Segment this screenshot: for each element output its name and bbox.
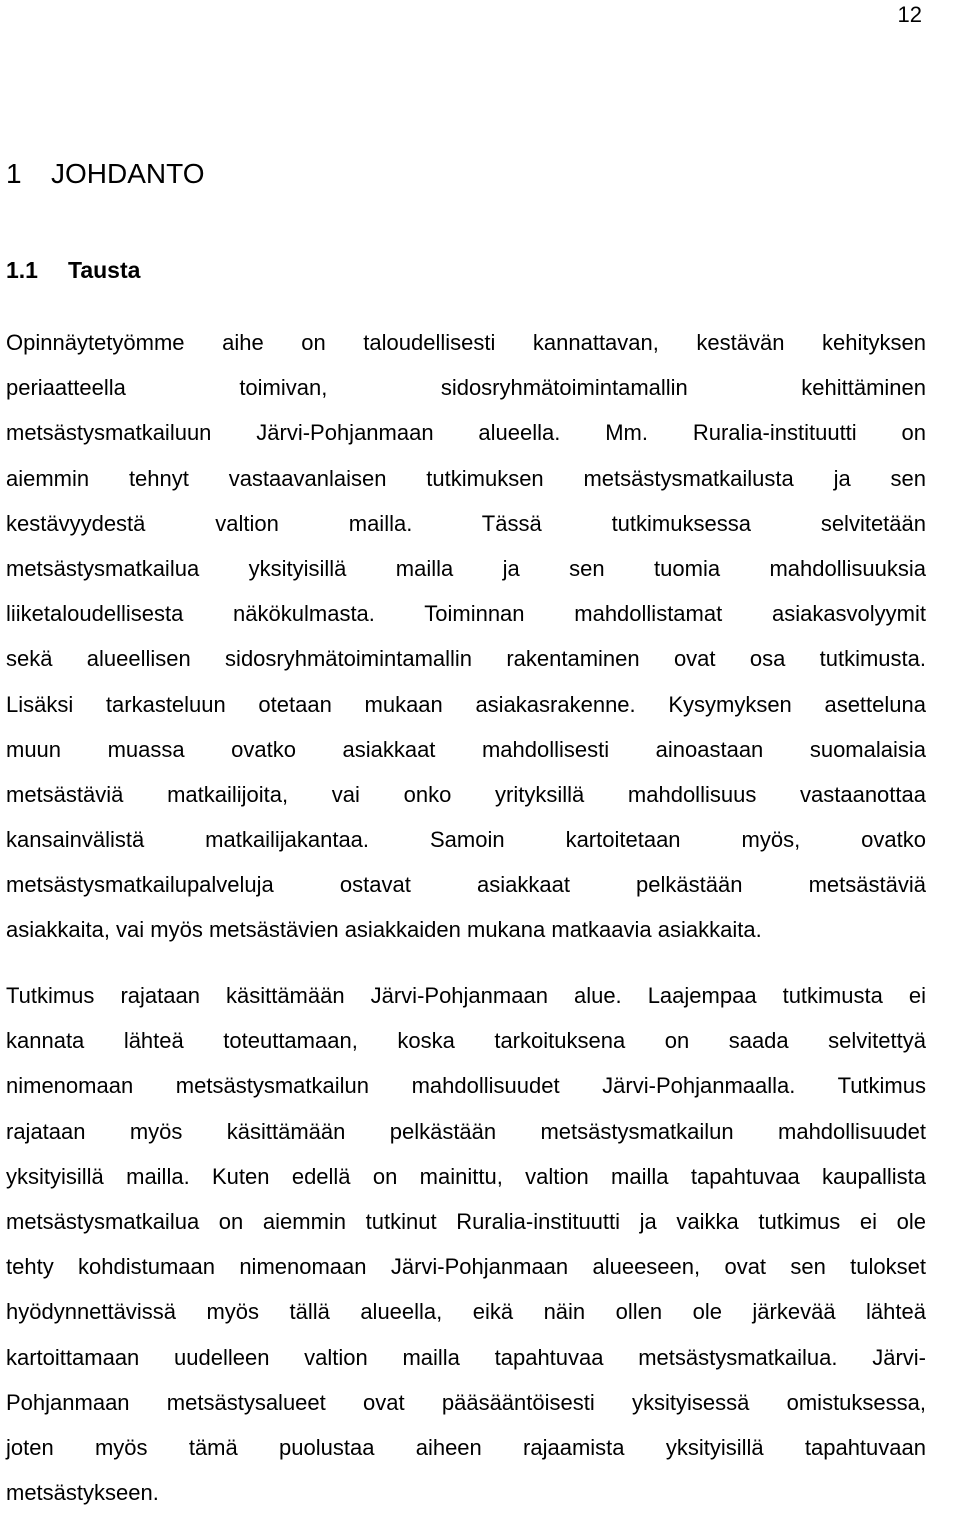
page-number: 12 (897, 2, 922, 27)
paragraph-line: metsästysmatkailua on aiemmin tutkinut Ruralia-instituutti ja vaikka tutkimus ei ole (6, 1208, 926, 1234)
section-heading (6, 254, 140, 286)
paragraph-line: rajataan myös käsittämään pelkästään metsästysmatkailun mahdollisuudet (6, 1118, 926, 1144)
paragraph-line: asiakkaita, vai myös metsästävien asiakkaiden mukana matkaavia asiakkaita. (6, 917, 762, 943)
paragraph-line: nimenomaan metsästysmatkailun mahdollisuudet Järvi-Pohjanmaalla. Tutkimus (6, 1073, 926, 1099)
paragraph-line: metsästysmatkailua yksityisillä mailla ja sen tuomia mahdollisuuksia (6, 555, 926, 581)
paragraph-line: kartoittamaan uudelleen valtion mailla tapahtuvaa metsästysmatkailua. Järvi- (6, 1344, 926, 1370)
paragraph-line: sekä alueellisen sidosryhmätoimintamallin rakentaminen ovat osa tutkimusta. (6, 646, 926, 672)
paragraph-line: metsästysmatkailupalveluja ostavat asiakkaat pelkästään metsästäviä (6, 872, 926, 898)
paragraph-line: Opinnäytetyömme aihe on taloudellisesti kannattavan, kestävän kehityksen (6, 330, 926, 355)
paragraph-2 (6, 973, 926, 1515)
section-title: Tausta (68, 257, 141, 283)
paragraph-line: metsästykseen. (6, 1480, 159, 1506)
paragraph-line: Lisäksi tarkasteluun otetaan mukaan asiakasrakenne. Kysymyksen asetteluna (6, 691, 926, 717)
paragraph-line: liiketaloudellisesta näkökulmasta. Toiminnan mahdollistamat asiakasvolyymit (6, 601, 926, 627)
paragraph-line: metsästäviä matkailijoita, vai onko yrityksillä mahdollisuus vastaanottaa (6, 781, 926, 807)
paragraph-line: Tutkimus rajataan käsittämään Järvi-Pohjanmaan alue. Laajempaa tutkimusta ei (6, 983, 926, 1008)
chapter-title: JOHDANTO (51, 158, 205, 189)
paragraph-line: Pohjanmaan metsästysalueet ovat pääsääntöisesti yksityisessä omistuksessa, (6, 1389, 926, 1415)
paragraph-line: kansainvälistä matkailijakantaa. Samoin kartoitetaan myös, ovatko (6, 827, 926, 853)
paragraph-line: periaatteella toimivan, sidosryhmätoimintamallin kehittäminen (6, 375, 926, 401)
paragraph-line: hyödynnettävissä myös tällä alueella, eikä näin ollen ole järkevää lähteä (6, 1299, 926, 1325)
paragraph-line: kestävyydestä valtion mailla. Tässä tutkimuksessa selvitetään (6, 510, 926, 536)
paragraph-line: yksityisillä mailla. Kuten edellä on mainittu, valtion mailla tapahtuvaa kaupallista (6, 1163, 926, 1189)
paragraph-line: metsästysmatkailuun Järvi-Pohjanmaan alueella. Mm. Ruralia-instituutti on (6, 420, 926, 446)
paragraph-line: muun muassa ovatko asiakkaat mahdollisesti ainoastaan suomalaisia (6, 736, 926, 762)
section-number: 1.1 (6, 257, 38, 283)
paragraph-line: kannata lähteä toteuttamaan, koska tarkoituksena on saada selvitettyä (6, 1028, 926, 1054)
paragraph-line: aiemmin tehnyt vastaavanlaisen tutkimuksen metsästysmatkailusta ja sen (6, 465, 926, 491)
paragraph-1 (6, 320, 926, 953)
chapter-number: 1 (6, 158, 22, 189)
paragraph-line: tehty kohdistumaan nimenomaan Järvi-Pohjanmaan alueeseen, ovat sen tulokset (6, 1254, 926, 1280)
chapter-heading (6, 156, 205, 192)
paragraph-line: joten myös tämä puolustaa aiheen rajaamista yksityisillä tapahtuvaan (6, 1434, 926, 1460)
